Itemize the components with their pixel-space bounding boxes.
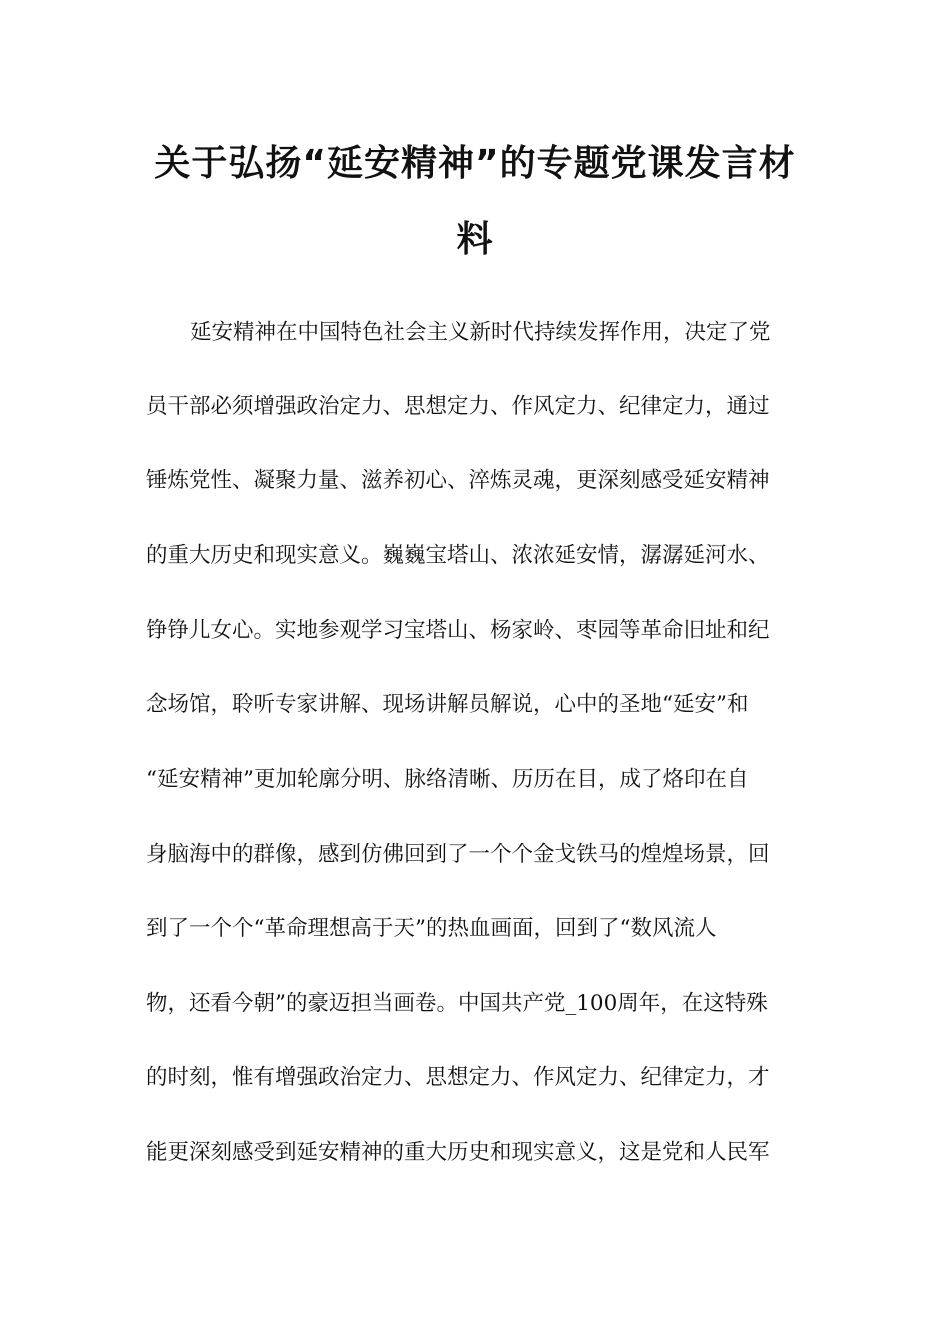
body-line: 铮铮儿女心。实地参观学习宝塔山、杨家岭、枣园等革命旧址和纪 bbox=[146, 618, 770, 643]
body-line: 员干部必须增强政治定力、思想定力、作风定力、纪律定力，通过 bbox=[146, 394, 770, 419]
body-line: 的时刻，惟有增强政治定力、思想定力、作风定力、纪律定力，才 bbox=[146, 1065, 770, 1090]
document-title bbox=[150, 126, 800, 278]
body-line: 锤炼党性、凝聚力量、滋养初心、淬炼灵魂，更深刻感受延安精神 bbox=[146, 468, 770, 493]
body-line: 念场馆，聆听专家讲解、现场讲解员解说，心中的圣地“延安”和 bbox=[146, 692, 749, 717]
title-line-1: 关于弘扬“延安精神”的专题党课发言材 bbox=[154, 143, 796, 184]
body-line: 物，还看今朝”的豪迈担当画卷。中国共产党_100周年，在这特殊 bbox=[146, 991, 768, 1016]
body-line: 身脑海中的群像，感到仿佛回到了一个个金戈铁马的煌煌场景，回 bbox=[146, 842, 770, 867]
body-line: 能更深刻感受到延安精神的重大历史和现实意义，这是党和人民军 bbox=[146, 1140, 770, 1165]
body-line: 到了一个个“革命理想高于天”的热血画面，回到了“数风流人 bbox=[146, 916, 717, 941]
body-line: 的重大历史和现实意义。巍巍宝塔山、浓浓延安情，潺潺延河水、 bbox=[146, 543, 770, 568]
title-line-2: 料 bbox=[456, 219, 494, 260]
body-line: “延安精神”更加轮廓分明、脉络清晰、历历在目，成了烙印在自 bbox=[146, 767, 749, 792]
body-line: 延安精神在中国特色社会主义新时代持续发挥作用，决定了党 bbox=[190, 320, 771, 345]
